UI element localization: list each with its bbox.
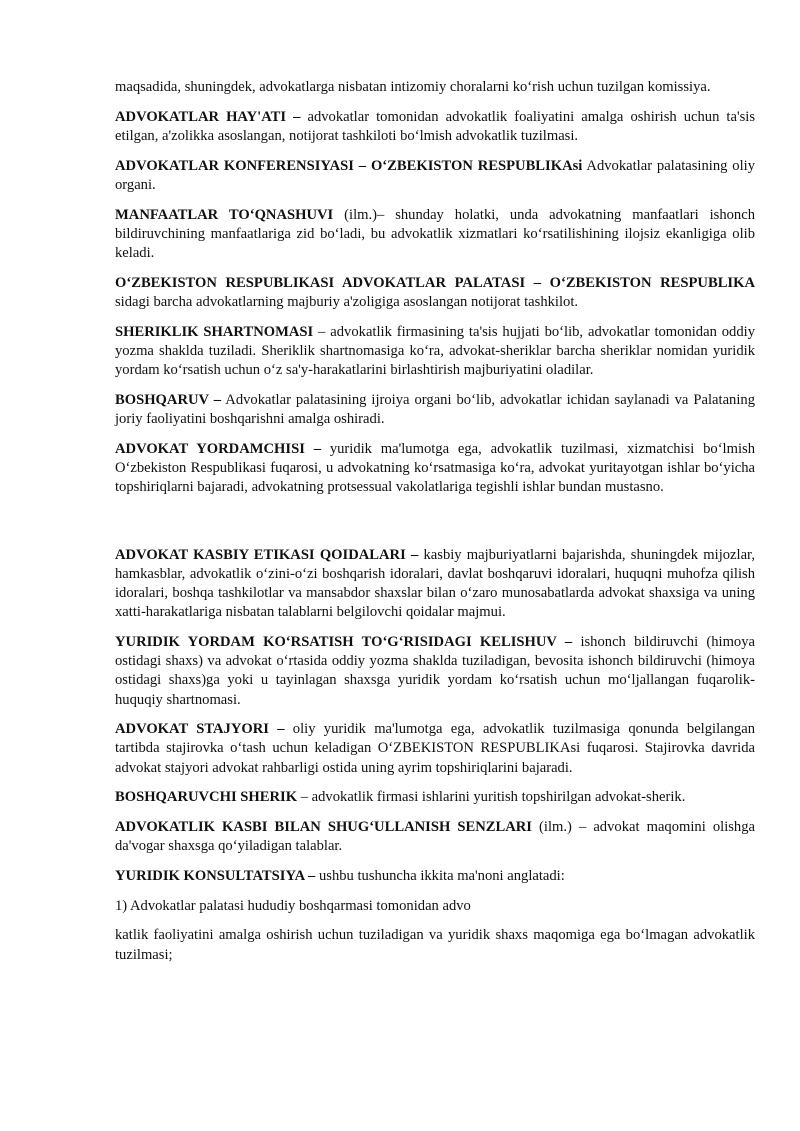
definition-advokatlar-konferensiyasi [115,157,755,195]
definition-boshqaruv [115,391,755,429]
paragraph-text: maqsadida, shuningdek, advokatlarga nisbatan intizomiy choralarni koʻrish uchun tuzilgan komissiya. [115,79,711,95]
term-label: SHERIKLIK SHARTNOMASI [115,323,314,340]
definition-kasbiy-etikasi [115,546,755,623]
definition-advokat-yordamchisi [115,440,755,498]
term-label: OʻZBEKISTON RESPUBLIKASI ADVOKATLAR PALATASI – OʻZBEKISTON RESPUBLIKA [115,274,755,291]
definition-advokatlar-hayati [115,108,755,146]
definition-text: – advokatlik firmasining ta'sis hujjati boʻlib, advokatlar tomonidan oddiy yozma shaklda tuziladi. Sheriklik shartnomasiga koʻra, advokat-sheriklar barcha sheriklar nomidan yuridik yordam koʻrsatish uchun oʻz sa'y-harakatlarini birlashtirish majburiyatini oladilar. [115,323,755,378]
term-label: BOSHQARUVCHI SHERIK [115,789,298,806]
definition-manfaatlar-toqnashuvi [115,206,755,264]
definition-text: advokatlar tomonidan advokatlik foaliyatini amalga oshirish uchun ta'sis etilgan, a'zolikka asoslangan, notijorat tashkiloti boʻlmish advokatlik tuzilmasi. [115,108,755,144]
term-label: ADVOKAT YORDAMCHISI – [115,440,321,457]
definition-yuridik-konsultatsiya [115,867,755,886]
definition-yuridik-yordam-kelishuv [115,633,755,710]
section-gap [115,508,755,546]
list-item-1-continued [115,926,755,964]
definition-text: ushbu tushuncha ikkita ma'noni anglatadi: [315,868,565,884]
definition-senzlari [115,818,755,856]
term-label: YURIDIK YORDAM KOʻRSATISH TOʻGʻRISIDAGI KELISHUV – [115,633,573,650]
list-item-1-start [115,897,755,916]
definition-text: Advokatlar palatasining ijroiya organi boʻlib, advokatlar ichidan saylanadi va Palataning joriy faoliyatini boshqarishni amalga oshiradi. [115,391,755,427]
definition-text: oliy yuridik ma'lumotga ega, advokatlik tuzilmasiga qonunda belgilangan tartibda stajirovka oʻtash uchun keladigan OʻZBEKISTON RESPUBLIKAsi fuqarosi. Stajirovka davrida advokat stajyori advokat rahbarligi ostida uning ayrim topshiriqlarini bajaradi. [115,721,755,776]
term-label: ADVOKAT KASBIY ETIKASI QOIDALARI – [115,546,419,563]
definition-advokatlar-palatasi [115,274,755,312]
document-page [115,78,755,975]
term-label: ADVOKATLIK KASBI BILAN SHUGʻULLANISH SENZLARI [115,819,532,836]
paragraph-text: 1) Advokatlar palatasi hududiy boshqarmasi tomonidan advo [115,897,471,914]
paragraph-text: katlik faoliyatini amalga oshirish uchun tuziladigan va yuridik shaxs maqomiga ega boʻlmagan advokatlik tuzilmasi; [115,927,755,963]
definition-text: Advokatlar palatasining oliy organi. [115,157,755,193]
paragraph-commission-end [115,78,755,97]
term-label: MANFAATLAR TOʻQNASHUVI [115,206,334,223]
definition-boshqaruvchi-sherik [115,788,755,807]
definition-text: (ilm.) – advokat maqomini olishga da'vogar shaxsga qoʻyiladigan talablar. [115,819,755,855]
term-label: ADVOKATLAR KONFERENSIYASI – OʻZBEKISTON RESPUBLIKAsi [115,157,583,174]
definition-advokat-stajyori [115,720,755,778]
term-label: BOSHQARUV – [115,391,222,408]
term-label: ADVOKATLAR HAY'ATI – [115,108,301,125]
definition-text: ishonch bildiruvchi (himoya ostidagi shaxs) va advokat oʻrtasida oddiy yozma shaklda tuziladigan, bevosita ishonch bildiruvchi (himoya ostidagi shaxs)ga yoki u tayinlagan shaxsga yuridik yordam koʻrsatish uchun moʻljallangan fuqarolik-huquqiy shartnomasi. [115,633,755,708]
definition-text: sidagi barcha advokatlarning majburiy a'zoligiga asoslangan notijorat tashkilot. [115,293,579,310]
term-label: ADVOKAT STAJYORI – [115,721,285,738]
definition-sheriklik-shartnomasi [115,323,755,381]
term-label: YURIDIK KONSULTATSIYA – [115,868,316,884]
definition-text: – advokatlik firmasi ishlarini yuritish topshirilgan advokat-sherik. [297,789,686,806]
definition-text: yuridik ma'lumotga ega, advokatlik tuzilmasi, xizmatchisi boʻlmish Oʻzbekiston Respublikasi fuqarosi, u advokatning koʻrsatmasiga koʻra, advokat yuritayotgan ishlar boʻyicha topshiriqlarni bajaradi, advokatning protsessual vakolatlariga tegishli ishlar bundan mustasno. [115,440,755,495]
definition-text: kasbiy majburiyatlarni bajarishda, shuningdek mijozlar, hamkasblar, advokatlik oʻzini-oʻzi boshqarish idoralari, davlat boshqaruvi idoralari, huquqni muhofza qilish idoralari, boshqa tashkilotlar va mansabdor shaxslar bilan oʻzaro munosabatlarda advokat shaxsiga va uning xatti-harakatlariga nisbatan talablarni belgilovchi qoidalar majmui. [115,546,755,621]
definition-text: (ilm.)– shunday holatki, unda advokatning manfaatlari ishonch bildiruvchining manfaatlariga zid boʻladi, bu advokatlik xizmatlari koʻrsatilishining ilojsiz ekanligiga olib keladi. [115,206,755,261]
